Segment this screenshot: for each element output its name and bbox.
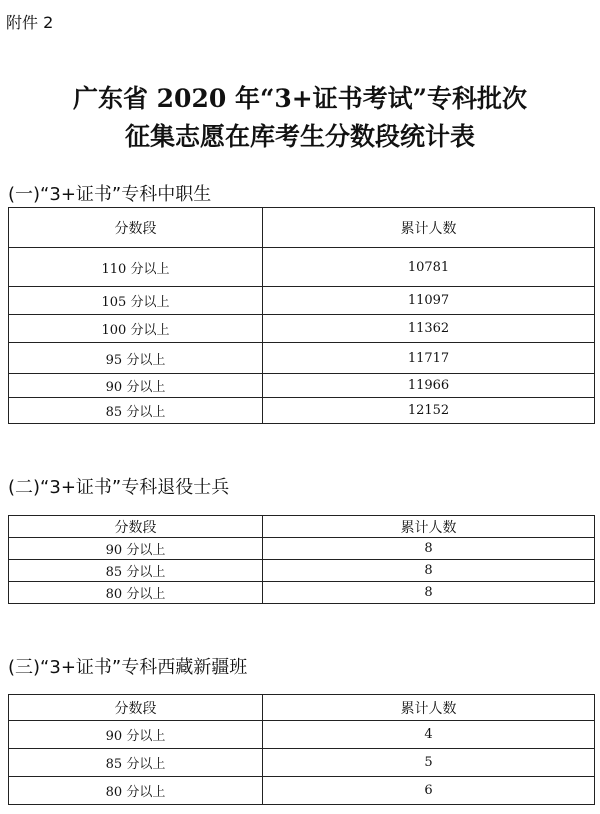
score-cell: 85 分以上 [9,398,263,424]
count-cell: 10781 [263,248,595,287]
table-header-row [9,695,595,721]
count-cell: 6 [263,777,595,805]
count-cell: 5 [263,749,595,777]
title-line-1: 广东省 2020 年“3+证书考试”专科批次 [72,84,528,113]
score-cell: 100 分以上 [9,315,263,343]
score-cell: 90 分以上 [9,374,263,398]
table-row [9,248,595,287]
title-line-2: 征集志愿在库考生分数段统计表 [124,122,475,151]
table-row [9,287,595,315]
section-1-table [8,207,595,424]
count-cell: 4 [263,721,595,749]
column-header-score: 分数段 [9,516,263,538]
table-row [9,582,595,604]
score-cell: 105 分以上 [9,287,263,315]
score-cell: 80 分以上 [9,777,263,805]
score-cell: 90 分以上 [9,721,263,749]
score-cell: 80 分以上 [9,582,263,604]
table-row [9,777,595,805]
section-2-table [8,515,595,604]
count-cell: 12152 [263,398,595,424]
column-header-score: 分数段 [9,208,263,248]
count-cell: 11717 [263,343,595,374]
table-row [9,315,595,343]
table-row [9,749,595,777]
score-cell: 85 分以上 [9,560,263,582]
count-cell: 11362 [263,315,595,343]
count-cell: 8 [263,582,595,604]
column-header-score: 分数段 [9,695,263,721]
section-2-heading: (二)“3+证书”专科退役士兵 [8,477,230,498]
section-3-table [8,694,595,805]
attachment-label: 附件 2 [6,13,54,32]
column-header-count: 累计人数 [263,208,595,248]
count-cell: 8 [263,560,595,582]
section-1-heading: (一)“3+证书”专科中职生 [8,184,212,205]
score-cell: 90 分以上 [9,538,263,560]
count-cell: 8 [263,538,595,560]
table-row [9,721,595,749]
table-row [9,398,595,424]
table-header-row [9,516,595,538]
table-row [9,374,595,398]
column-header-count: 累计人数 [263,695,595,721]
table-row [9,538,595,560]
score-cell: 95 分以上 [9,343,263,374]
score-cell: 85 分以上 [9,749,263,777]
table-row [9,560,595,582]
column-header-count: 累计人数 [263,516,595,538]
section-3-heading: (三)“3+证书”专科西藏新疆班 [8,657,248,678]
table-row [9,343,595,374]
table-header-row [9,208,595,248]
count-cell: 11097 [263,287,595,315]
count-cell: 11966 [263,374,595,398]
score-cell: 110 分以上 [9,248,263,287]
